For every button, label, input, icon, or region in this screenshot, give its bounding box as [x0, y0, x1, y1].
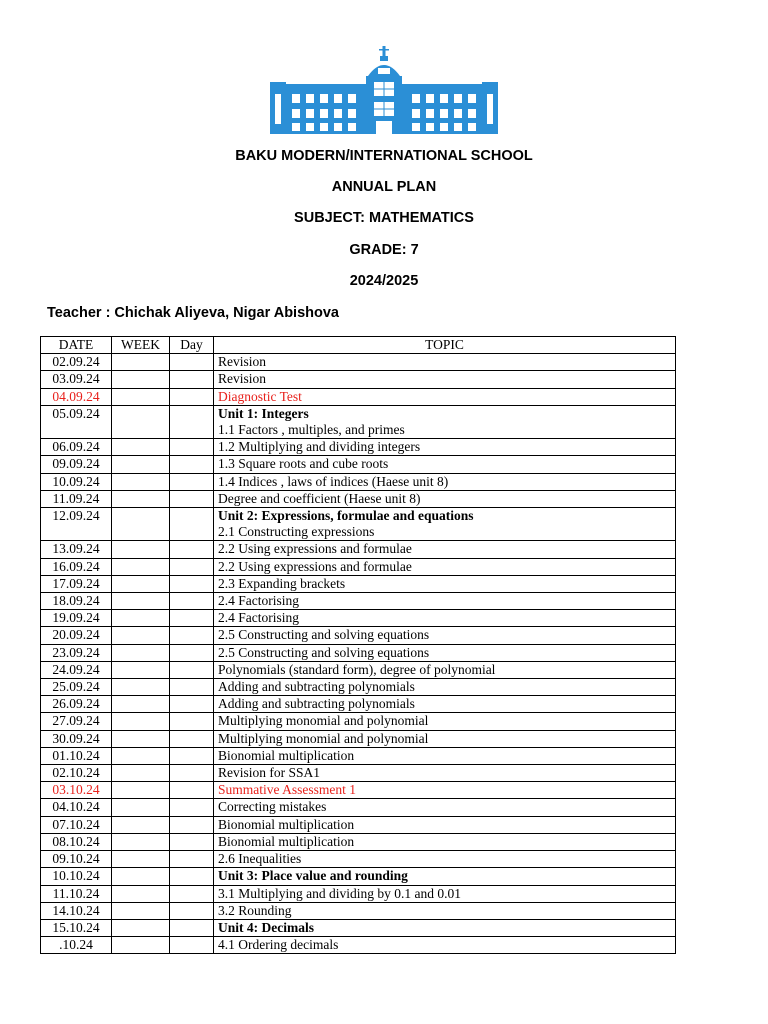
academic-year: 2024/2025: [349, 273, 419, 289]
row-day: [170, 388, 214, 405]
row-date: 09.10.24: [41, 851, 112, 868]
topic-subtext: 2.1 Constructing expressions: [218, 524, 375, 540]
row-topic: [214, 558, 676, 575]
topic-subtext: 1.1 Factors , multiples, and primes: [218, 422, 405, 438]
table-row: [41, 644, 676, 661]
table-row: [41, 354, 676, 371]
row-topic: [214, 937, 676, 954]
table-row: [41, 371, 676, 388]
row-week: [112, 696, 170, 713]
row-week: [112, 610, 170, 627]
row-day: [170, 456, 214, 473]
row-date: 18.09.24: [41, 593, 112, 610]
row-topic: [214, 713, 676, 730]
topic-text: 2.3 Expanding brackets: [218, 575, 346, 591]
topic-text: Unit 3: Place value and rounding: [218, 868, 408, 884]
row-date: 04.10.24: [41, 799, 112, 816]
table-row: [41, 937, 676, 954]
row-day: [170, 405, 214, 438]
row-day: [170, 747, 214, 764]
row-week: [112, 473, 170, 490]
table-row: [41, 575, 676, 592]
topic-text: Degree and coefficient (Haese unit 8): [218, 490, 421, 506]
row-topic: [214, 610, 676, 627]
table-row: [41, 885, 676, 902]
column-header-topic: TOPIC: [214, 337, 676, 354]
row-day: [170, 782, 214, 799]
table-row: [41, 713, 676, 730]
row-date: 11.09.24: [41, 490, 112, 507]
row-week: [112, 456, 170, 473]
row-day: [170, 919, 214, 936]
row-day: [170, 679, 214, 696]
table-row: [41, 799, 676, 816]
topic-text: Bionomial multiplication: [218, 833, 355, 849]
school-building-logo: [270, 46, 498, 134]
row-date: 23.09.24: [41, 644, 112, 661]
row-week: [112, 833, 170, 850]
row-day: [170, 885, 214, 902]
table-row: [41, 765, 676, 782]
row-topic: [214, 508, 676, 541]
table-row: [41, 696, 676, 713]
row-day: [170, 354, 214, 371]
topic-text: 1.3 Square roots and cube roots: [218, 456, 389, 472]
school-name: BAKU MODERN/INTERNATIONAL SCHOOL: [235, 148, 533, 164]
row-topic: [214, 627, 676, 644]
row-week: [112, 661, 170, 678]
row-topic: [214, 541, 676, 558]
row-date: 10.09.24: [41, 473, 112, 490]
topic-text: 3.1 Multiplying and dividing by 0.1 and 0.01: [218, 885, 461, 901]
table-row: [41, 627, 676, 644]
row-day: [170, 902, 214, 919]
row-date: 04.09.24: [41, 388, 112, 405]
row-date: 03.10.24: [41, 782, 112, 799]
table-row: [41, 868, 676, 885]
row-topic: [214, 679, 676, 696]
row-week: [112, 644, 170, 661]
row-date: 15.10.24: [41, 919, 112, 936]
row-day: [170, 644, 214, 661]
row-week: [112, 885, 170, 902]
topic-text: Unit 1: Integers: [218, 405, 309, 421]
topic-text: 2.2 Using expressions and formulae: [218, 541, 412, 557]
row-topic: [214, 593, 676, 610]
table-row: [41, 851, 676, 868]
table-row: [41, 816, 676, 833]
row-date: 06.09.24: [41, 439, 112, 456]
table-row: [41, 661, 676, 678]
topic-text: Multiplying monomial and polynomial: [218, 713, 429, 729]
row-day: [170, 593, 214, 610]
row-date: 07.10.24: [41, 816, 112, 833]
table-row: [41, 473, 676, 490]
row-week: [112, 782, 170, 799]
row-day: [170, 575, 214, 592]
row-topic: [214, 405, 676, 438]
topic-text: Adding and subtracting polynomials: [218, 696, 415, 712]
row-week: [112, 730, 170, 747]
row-topic: [214, 456, 676, 473]
table-row: [41, 919, 676, 936]
row-date: 27.09.24: [41, 713, 112, 730]
row-week: [112, 575, 170, 592]
row-date: .10.24: [41, 937, 112, 954]
row-date: 01.10.24: [41, 747, 112, 764]
row-week: [112, 919, 170, 936]
topic-text: Revision: [218, 354, 267, 370]
row-day: [170, 439, 214, 456]
row-week: [112, 799, 170, 816]
row-day: [170, 833, 214, 850]
row-week: [112, 713, 170, 730]
row-day: [170, 937, 214, 954]
row-topic: [214, 439, 676, 456]
table-row: [41, 747, 676, 764]
table-body: [41, 354, 676, 954]
table-row: [41, 610, 676, 627]
row-day: [170, 541, 214, 558]
table-row: [41, 730, 676, 747]
row-topic: [214, 575, 676, 592]
topic-text: 3.2 Rounding: [218, 902, 292, 918]
topic-text: Unit 2: Expressions, formulae and equations: [218, 508, 474, 524]
row-date: 16.09.24: [41, 558, 112, 575]
row-date: 02.10.24: [41, 765, 112, 782]
row-date: 26.09.24: [41, 696, 112, 713]
row-topic: [214, 661, 676, 678]
topic-text: 2.4 Factorising: [218, 593, 299, 609]
row-week: [112, 508, 170, 541]
row-topic: [214, 782, 676, 799]
table-row: [41, 902, 676, 919]
row-topic: [214, 851, 676, 868]
row-day: [170, 696, 214, 713]
row-date: 03.09.24: [41, 371, 112, 388]
table-row: [41, 679, 676, 696]
row-week: [112, 937, 170, 954]
row-topic: [214, 473, 676, 490]
row-topic: [214, 799, 676, 816]
row-topic: [214, 919, 676, 936]
row-day: [170, 627, 214, 644]
row-topic: [214, 354, 676, 371]
row-week: [112, 868, 170, 885]
row-date: 09.09.24: [41, 456, 112, 473]
topic-text: Summative Assessment 1: [218, 782, 356, 798]
topic-text: 2.4 Factorising: [218, 610, 299, 626]
table-row: [41, 541, 676, 558]
topic-text: Revision for SSA1: [218, 765, 321, 781]
topic-text: Revision: [218, 371, 267, 387]
row-week: [112, 765, 170, 782]
topic-text: Bionomial multiplication: [218, 747, 355, 763]
column-header-day: Day: [170, 337, 214, 354]
row-date: 13.09.24: [41, 541, 112, 558]
row-week: [112, 490, 170, 507]
row-date: 11.10.24: [41, 885, 112, 902]
row-day: [170, 799, 214, 816]
row-topic: [214, 371, 676, 388]
row-week: [112, 593, 170, 610]
topic-text: 2.2 Using expressions and formulae: [218, 558, 412, 574]
row-topic: [214, 816, 676, 833]
row-day: [170, 816, 214, 833]
row-date: 14.10.24: [41, 902, 112, 919]
row-topic: [214, 388, 676, 405]
row-date: 05.09.24: [41, 405, 112, 438]
row-day: [170, 610, 214, 627]
topic-text: Polynomials (standard form), degree of polynomial: [218, 661, 496, 677]
subject-title: SUBJECT: MATHEMATICS: [294, 210, 474, 226]
plan-title: ANNUAL PLAN: [331, 179, 437, 195]
topic-text: Adding and subtracting polynomials: [218, 679, 415, 695]
topic-text: 2.5 Constructing and solving equations: [218, 627, 430, 643]
annual-plan-table: [40, 336, 676, 954]
column-header-date: DATE: [41, 337, 112, 354]
table-row: [41, 490, 676, 507]
row-day: [170, 851, 214, 868]
topic-text: 1.2 Multiplying and dividing integers: [218, 439, 421, 455]
row-week: [112, 816, 170, 833]
row-topic: [214, 696, 676, 713]
topic-text: Multiplying monomial and polynomial: [218, 730, 429, 746]
column-header-week: WEEK: [112, 337, 170, 354]
row-day: [170, 713, 214, 730]
row-day: [170, 765, 214, 782]
row-week: [112, 541, 170, 558]
row-date: 10.10.24: [41, 868, 112, 885]
topic-text: Bionomial multiplication: [218, 816, 355, 832]
table-row: [41, 508, 676, 541]
row-week: [112, 627, 170, 644]
row-week: [112, 439, 170, 456]
row-day: [170, 868, 214, 885]
row-date: 25.09.24: [41, 679, 112, 696]
topic-text: 2.5 Constructing and solving equations: [218, 644, 430, 660]
row-date: 20.09.24: [41, 627, 112, 644]
topic-text: 4.1 Ordering decimals: [218, 937, 339, 953]
topic-text: 2.6 Inequalities: [218, 851, 302, 867]
table-row: [41, 405, 676, 438]
row-day: [170, 661, 214, 678]
row-day: [170, 371, 214, 388]
row-day: [170, 490, 214, 507]
row-topic: [214, 833, 676, 850]
row-week: [112, 371, 170, 388]
row-topic: [214, 747, 676, 764]
row-week: [112, 405, 170, 438]
row-date: 30.09.24: [41, 730, 112, 747]
row-day: [170, 508, 214, 541]
row-topic: [214, 868, 676, 885]
row-date: 17.09.24: [41, 575, 112, 592]
row-day: [170, 558, 214, 575]
row-topic: [214, 902, 676, 919]
row-date: 19.09.24: [41, 610, 112, 627]
row-topic: [214, 644, 676, 661]
table-row: [41, 439, 676, 456]
table-row: [41, 456, 676, 473]
row-topic: [214, 885, 676, 902]
row-week: [112, 851, 170, 868]
table-row: [41, 593, 676, 610]
grade-title: GRADE: 7: [349, 242, 419, 258]
row-date: 08.10.24: [41, 833, 112, 850]
table-row: [41, 782, 676, 799]
row-week: [112, 747, 170, 764]
topic-text: Correcting mistakes: [218, 799, 327, 815]
row-date: 24.09.24: [41, 661, 112, 678]
topic-text: Diagnostic Test: [218, 388, 302, 404]
table-row: [41, 833, 676, 850]
row-topic: [214, 490, 676, 507]
row-day: [170, 730, 214, 747]
row-day: [170, 473, 214, 490]
row-week: [112, 388, 170, 405]
row-date: 02.09.24: [41, 354, 112, 371]
topic-text: Unit 4: Decimals: [218, 919, 314, 935]
table-row: [41, 388, 676, 405]
row-topic: [214, 765, 676, 782]
table-header-row: [41, 337, 676, 354]
row-week: [112, 558, 170, 575]
row-week: [112, 902, 170, 919]
table-row: [41, 558, 676, 575]
row-topic: [214, 730, 676, 747]
row-date: 12.09.24: [41, 508, 112, 541]
row-week: [112, 679, 170, 696]
topic-text: 1.4 Indices , laws of indices (Haese unit 8): [218, 473, 449, 489]
row-week: [112, 354, 170, 371]
teacher-line: Teacher : Chichak Aliyeva, Nigar Abishova: [47, 305, 339, 321]
